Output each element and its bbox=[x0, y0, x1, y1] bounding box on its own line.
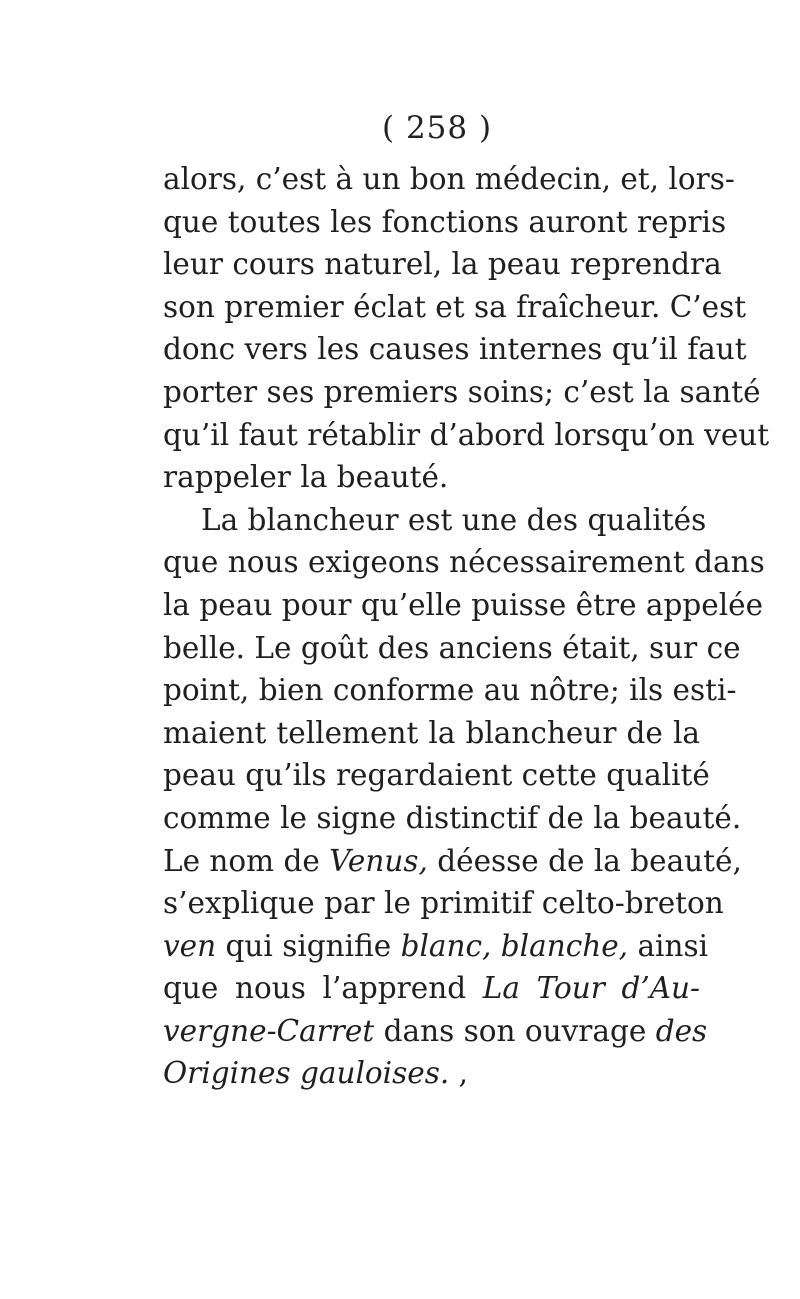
italic-words-blanc: blanc, blanche, bbox=[400, 928, 629, 963]
text-line bbox=[163, 925, 709, 968]
text-line bbox=[163, 584, 764, 627]
text-span: point, bien conforme au nôtre; ils esti- bbox=[163, 673, 737, 708]
text-line bbox=[163, 371, 761, 414]
text-line bbox=[163, 669, 737, 712]
text-line bbox=[163, 243, 722, 286]
text-span: déesse de la beauté, bbox=[427, 843, 742, 878]
paragraph-start-line bbox=[163, 499, 707, 542]
text-line bbox=[163, 414, 770, 457]
text-span: s’explique par le primitif celto-breton bbox=[163, 886, 724, 921]
text-span: la peau pour qu’elle puisse être appelée bbox=[163, 587, 764, 622]
text-line bbox=[163, 627, 741, 670]
text-span: belle. Le goût des anciens était, sur ce bbox=[163, 630, 741, 665]
italic-title: des bbox=[655, 1013, 708, 1048]
text-line bbox=[163, 201, 727, 244]
text-line bbox=[163, 286, 747, 329]
text-span: peau qu’ils regardaient cette qualité bbox=[163, 758, 710, 793]
paragraph-end-line bbox=[163, 456, 700, 499]
text-span: maient tellement la blancheur de la bbox=[163, 715, 700, 750]
text-line bbox=[163, 840, 742, 883]
text-span: La blancheur est une des qualités bbox=[201, 502, 707, 537]
text-span: ainsi bbox=[628, 928, 709, 963]
text-line bbox=[163, 967, 700, 1010]
text-span: que nous exigeons nécessairement dans bbox=[163, 545, 765, 580]
text-span: , bbox=[449, 1056, 468, 1091]
text-span: porter ses premiers soins; c’est la santé bbox=[163, 374, 761, 409]
text-span: qui signifie bbox=[216, 928, 401, 963]
paragraph-end-line bbox=[163, 1052, 700, 1095]
text-line bbox=[163, 158, 735, 201]
text-span: son premier éclat et sa fraîcheur. C’est bbox=[163, 289, 747, 324]
text-span: qu’il faut rétablir d’abord lorsqu’on veut bbox=[163, 417, 770, 452]
text-span: leur cours naturel, la peau reprendra bbox=[163, 247, 722, 282]
italic-title: Origines gauloises. bbox=[163, 1056, 450, 1091]
text-span: rappeler la beauté. bbox=[163, 460, 449, 495]
body-text bbox=[163, 158, 770, 1095]
text-span: Le nom de bbox=[163, 843, 330, 878]
text-line bbox=[163, 797, 742, 840]
text-span: que toutes les fonctions auront repris bbox=[163, 204, 727, 239]
text-line bbox=[163, 754, 710, 797]
text-span: que nous l’apprend bbox=[163, 971, 483, 1006]
text-span: comme le signe distinctif de la beauté. bbox=[163, 800, 742, 835]
text-span: alors, c’est à un bon médecin, et, lors- bbox=[163, 162, 735, 196]
italic-word-ven: ven bbox=[163, 928, 217, 963]
text-span: dans son ouvrage bbox=[374, 1013, 656, 1048]
italic-author-name: La Tour d’Au- bbox=[482, 971, 700, 1006]
text-line bbox=[163, 541, 765, 584]
italic-author-name: vergne-Carret bbox=[163, 1013, 375, 1048]
text-line bbox=[163, 882, 724, 925]
text-line bbox=[163, 328, 747, 371]
text-line bbox=[163, 1010, 708, 1053]
italic-name-venus: Venus, bbox=[329, 843, 428, 878]
text-span: donc vers les causes internes qu’il faut bbox=[163, 332, 747, 367]
page-number: ( 258 ) bbox=[382, 110, 493, 146]
text-line bbox=[163, 712, 700, 755]
